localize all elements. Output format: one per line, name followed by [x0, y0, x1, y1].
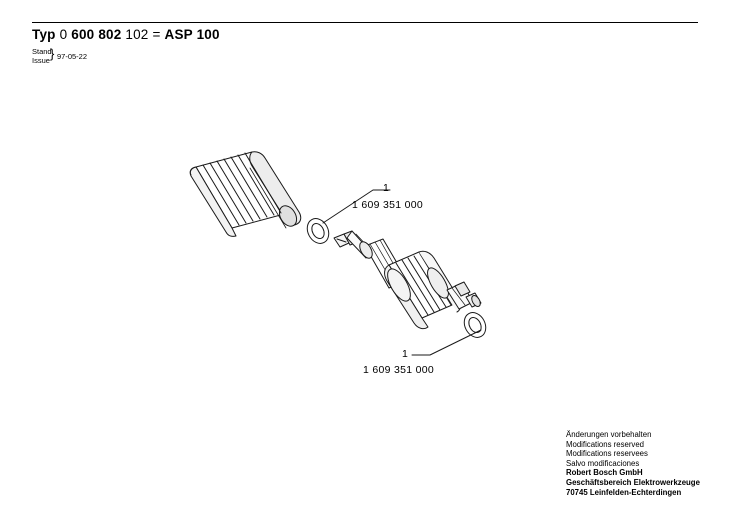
callout-part-number-bottom: 1 609 351 000 — [363, 364, 435, 376]
type-label: Typ — [32, 27, 56, 42]
company-division: Geschäftsbereich Elektrowerkzeuge — [566, 477, 700, 487]
page-title — [32, 27, 220, 42]
issue-label: Issue — [32, 56, 50, 65]
armature-assembly-part — [334, 231, 482, 329]
footer-line-es: Salvo modificaciones — [566, 458, 640, 468]
company-name: Robert Bosch GmbH — [566, 468, 643, 478]
footer-legal-block — [566, 430, 700, 497]
company-address: 70745 Leinfelden-Echterdingen — [566, 487, 682, 497]
type-number-segment-2: 600 — [71, 27, 95, 42]
equals-sign: = — [152, 27, 161, 42]
type-number-segment-4: 102 — [125, 27, 149, 42]
issue-block — [32, 46, 55, 65]
callout-number-top: 1 — [383, 182, 389, 194]
callout-number-bottom: 1 — [402, 348, 408, 360]
callout-part-number-top: 1 609 351 000 — [352, 199, 424, 211]
o-ring-lower-part — [460, 309, 490, 341]
handle-sleeve-part — [190, 152, 301, 237]
o-ring-upper-part — [303, 215, 333, 247]
type-number-segment-1: 0 — [59, 27, 68, 42]
issue-date: 97-05-22 — [57, 52, 88, 61]
leader-lines — [323, 190, 481, 355]
leader-line-bottom — [412, 330, 481, 355]
type-number-segment-3: 802 — [98, 27, 122, 42]
footer-line-de: Änderungen vorbehalten — [566, 430, 652, 439]
header-divider — [32, 22, 698, 23]
model-name: ASP 100 — [164, 27, 220, 42]
issue-brace: } — [50, 46, 55, 61]
stand-label: Stand — [32, 47, 52, 56]
footer-line-en: Modifications reserved — [566, 439, 645, 449]
footer-line-fr: Modifications reservees — [566, 449, 648, 459]
